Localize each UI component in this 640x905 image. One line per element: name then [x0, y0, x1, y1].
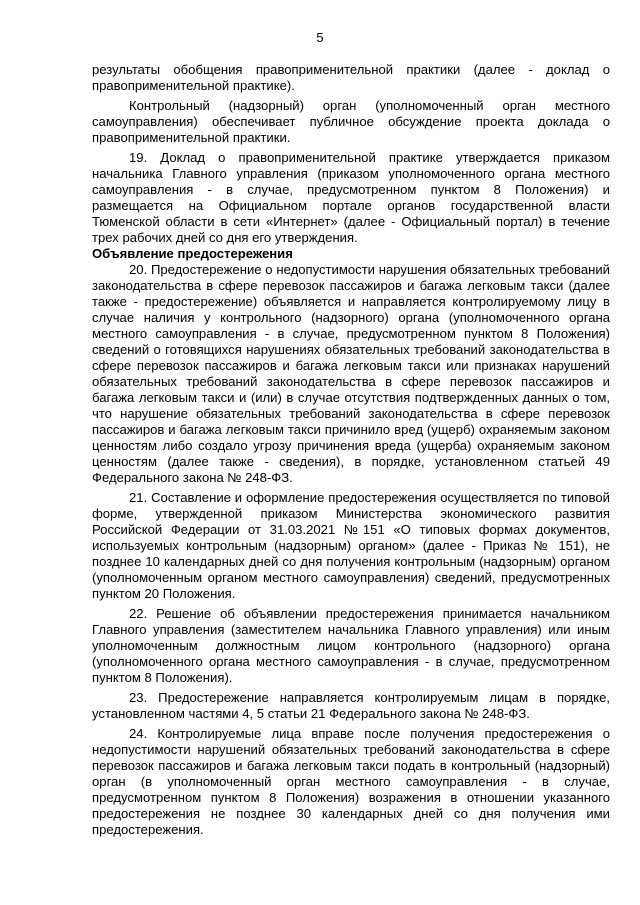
paragraph-public-discussion: Контрольный (надзорный) орган (уполномоченный орган местного самоуправления) обеспечивает публичное обсуждение проекта доклада о правоприменительной практики. [92, 98, 610, 145]
paragraph-19: 19. Доклад о правоприменительной практике утверждается приказом начальника Главного управления (приказом уполномоченного органа местного самоуправления - в случае, предусмотренном пунктом 8 Положения) и размещается на Официальном портале органов государственной власти Тюменской области в сети «Интернет» (далее - Официальный портал) в течение трех рабочих дней со дня его утверждения. [92, 150, 610, 245]
paragraph-20: 20. Предостережение о недопустимости нарушения обязательных требований законодательства в сфере перевозок пассажиров и багажа легковым такси (далее также - предостережение) объявляется и направляется контролируемому лицу в случае наличия у контрольного (надзорного) органа (уполномоченного органа местного самоуправления - в случае, предусмотренном пунктом 8 Положения) сведений о готовящихся нарушениях обязательных требований законодательства в сфере перевозок пассажиров и багажа легковым такси или признаках нарушений обязательных требований законодательства в сфере перевозок пассажиров и багажа легковым такси и (или) в случае отсутствия подтвержденных данных о том, что нарушение обязательных требований законодательства в сфере перевозок пассажиров и багажа легковым такси причинило вред (ущерб) охраняемым законом ценностям либо создало угрозу причинения вреда (ущерба) охраняемым законом ценностям (далее также - сведения), в порядке, установленном статьей 49 Федерального закона № 248-ФЗ. [92, 262, 610, 485]
paragraph-continuation: результаты обобщения правоприменительной практики (далее - доклад о правоприменительной практике). [92, 62, 610, 93]
paragraph-23: 23. Предостережение направляется контролируемым лицам в порядке, установленном частями 4, 5 статьи 21 Федерального закона № 248-ФЗ. [92, 690, 610, 721]
page-number: 5 [316, 30, 324, 45]
paragraph-22: 22. Решение об объявлении предостережения принимается начальником Главного управления (заместителем начальника Главного управления) или иным уполномоченным должностным лицом контрольного (надзорного) органа (уполномоченного органа местного самоуправления - в случае, предусмотренном пунктом 8 Положения). [92, 606, 610, 685]
section-heading: Объявление предостережения [92, 246, 293, 261]
document-body [92, 62, 610, 838]
paragraph-24: 24. Контролируемые лица вправе после получения предостережения о недопустимости нарушений обязательных требований законодательства в сфере перевозок пассажиров и багажа легковым такси подать в контрольный (надзорный) орган (в уполномоченный орган местного самоуправления - в случае, предусмотренном пунктом 8 Положения) возражения в отношении указанного предостережения не позднее 30 календарных дней со дня получения ими предостережения. [92, 726, 610, 837]
paragraph-21: 21. Составление и оформление предостережения осуществляется по типовой форме, утвержденной приказом Министерства экономического развития Российской Федерации от 31.03.2021 №151 «О типовых формах документов, используемых контрольным (надзорным) органом» (далее - Приказ № 151), не позднее 10 календарных дней со дня получения контрольным (надзорным) органом (уполномоченным органом местного самоуправления) сведений, предусмотренных пунктом 20 Положения. [92, 490, 610, 601]
